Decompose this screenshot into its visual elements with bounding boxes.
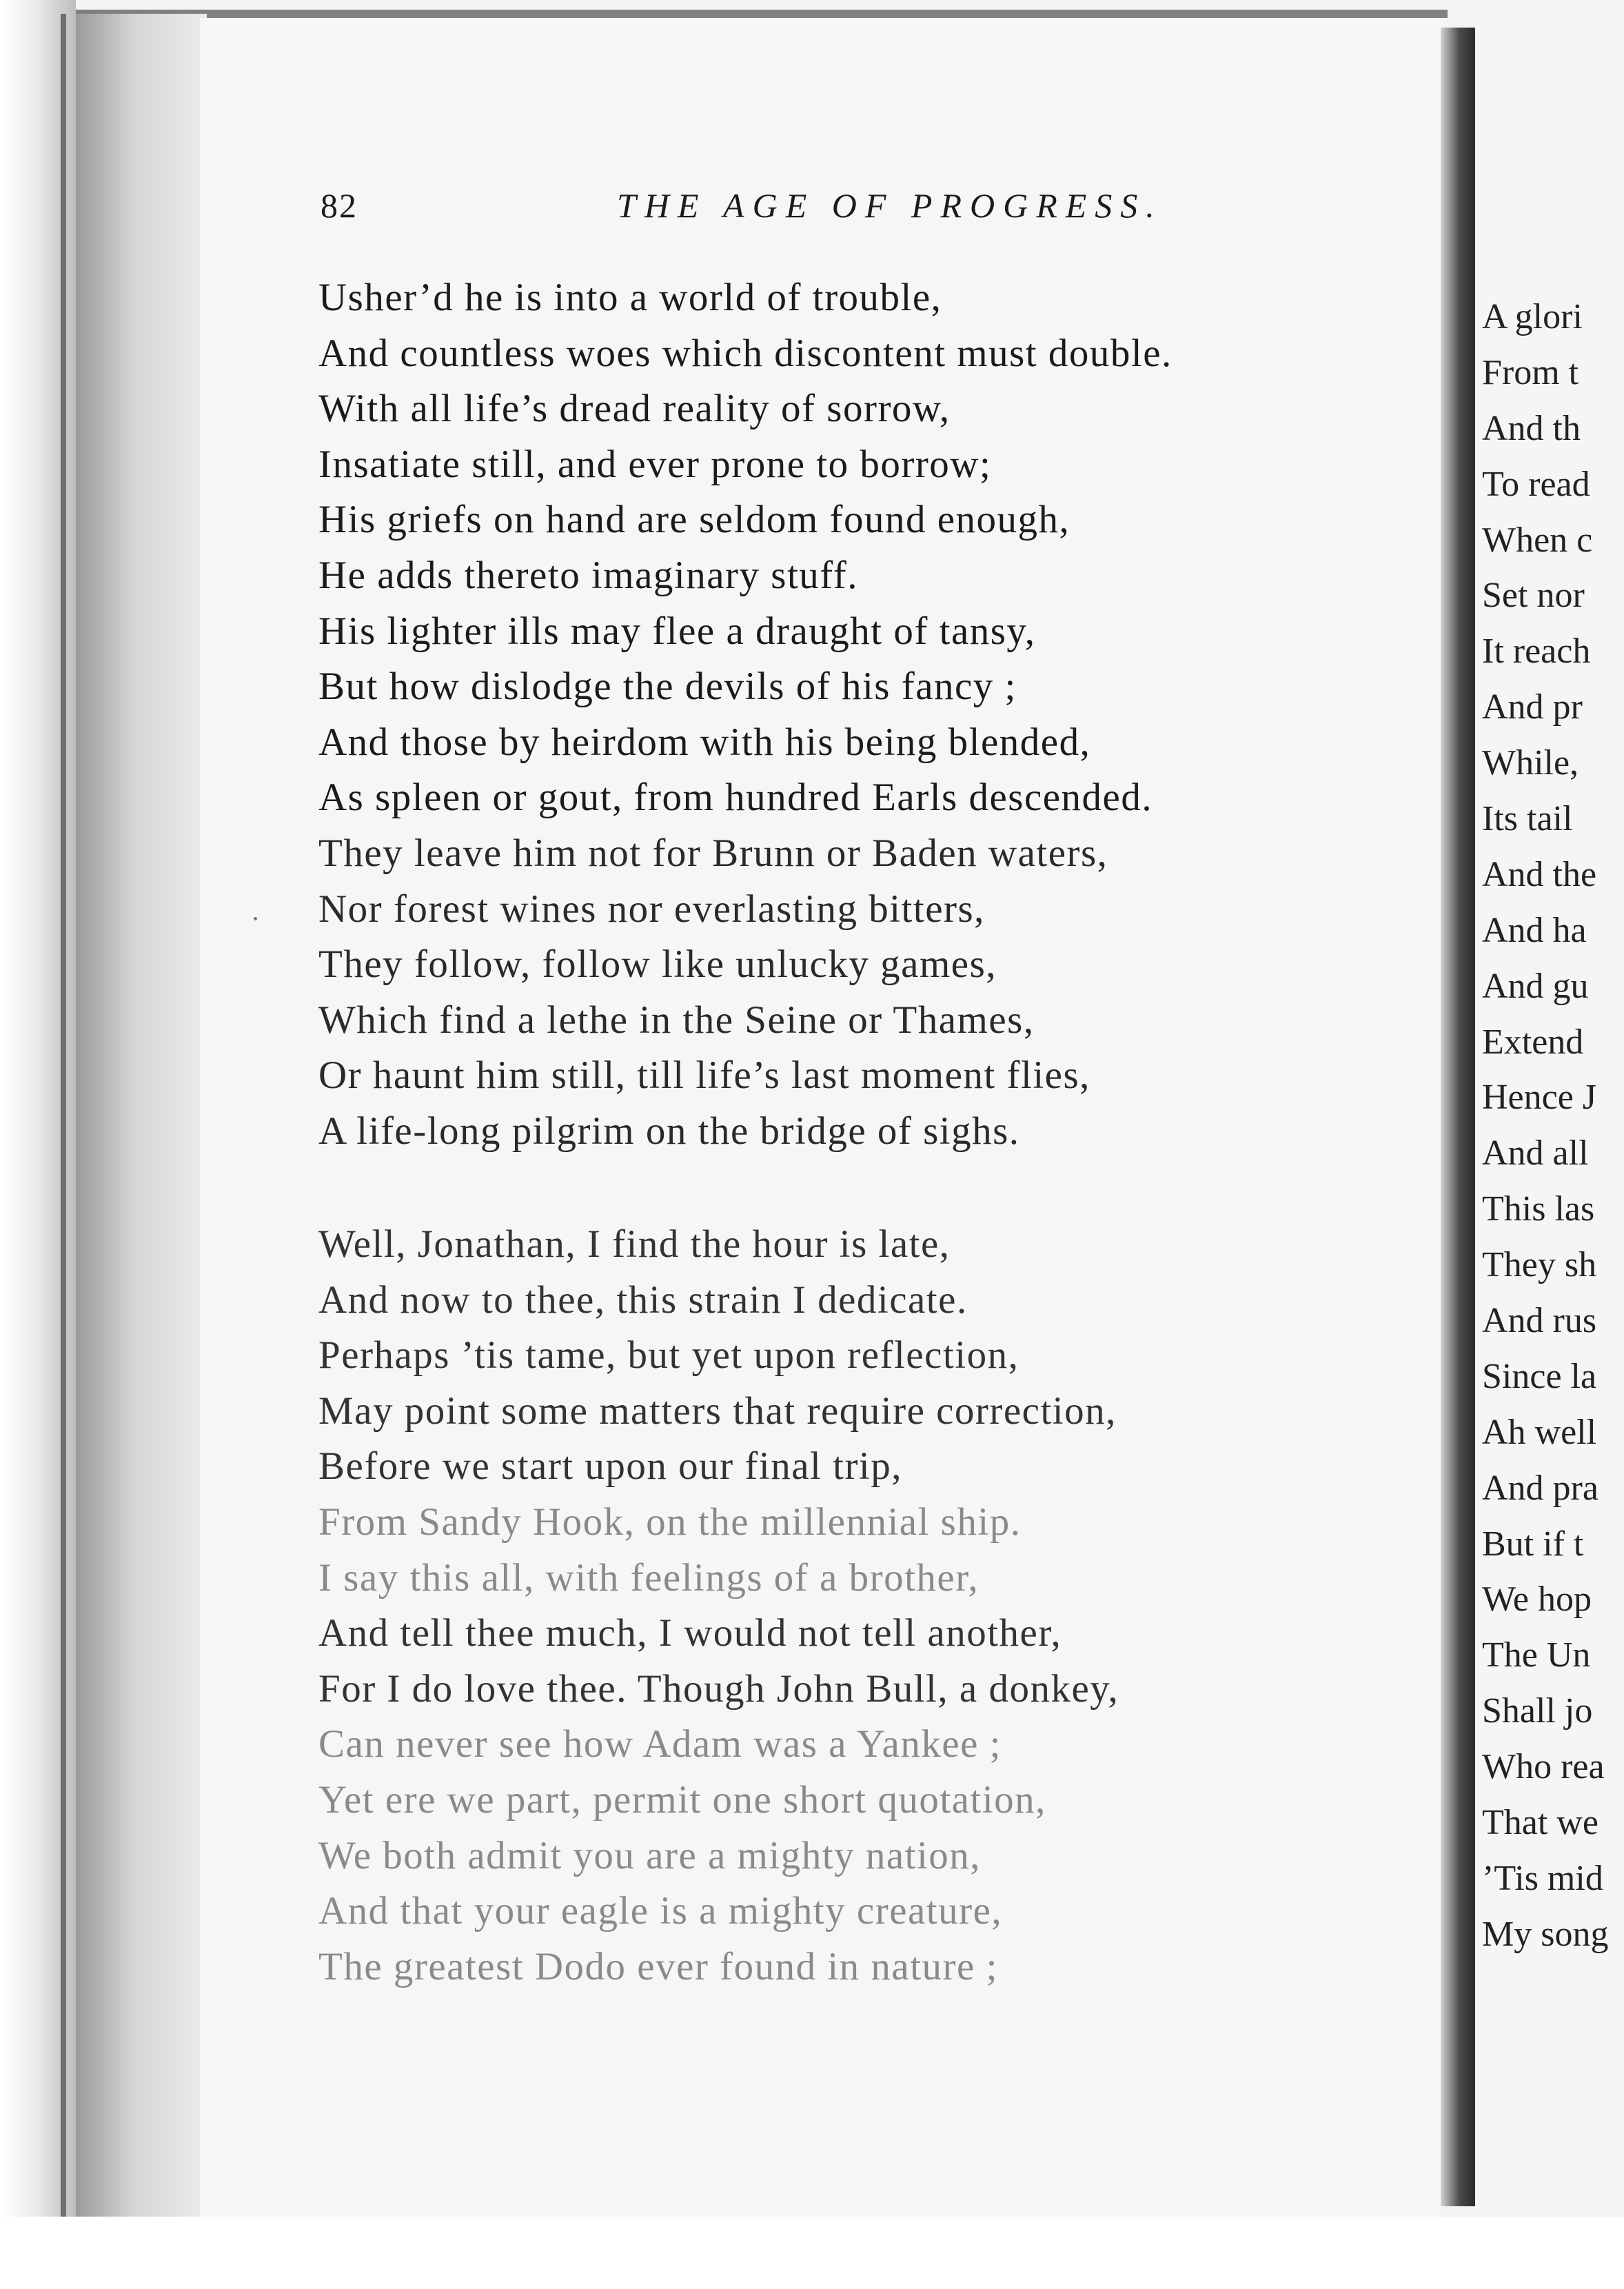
facing-page-line: And th [1482, 408, 1581, 448]
facing-page-line: To read [1482, 464, 1590, 504]
facing-page-line: And the [1482, 854, 1597, 894]
facing-page-line: A glori [1482, 297, 1583, 336]
verse-line: And those by heirdom with his being blended, [318, 720, 1091, 764]
verse-line: His griefs on hand are seldom found enough, [318, 498, 1070, 542]
facing-page-line: It reach [1482, 632, 1591, 672]
facing-page-line: And pr [1482, 687, 1583, 727]
verse-line: A life-long pilgrim on the bridge of sighs. [318, 1109, 1020, 1153]
verse-line: We both admit you are a mighty nation, [318, 1833, 982, 1877]
verse-line: And now to thee, this strain I dedicate. [318, 1278, 968, 1322]
facing-page-line: Hence J [1482, 1078, 1597, 1118]
facing-page-line: Its tail [1482, 799, 1573, 839]
verse-line: And countless woes which discontent must double. [318, 331, 1173, 375]
verse-line: His lighter ills may flee a draught of tansy, [318, 609, 1036, 653]
verse-line: He adds thereto imaginary stuff. [318, 553, 858, 597]
verse-line: I say this all, with feelings of a brother, [318, 1555, 980, 1600]
facing-page-line: Since la [1482, 1356, 1597, 1396]
facing-page-line: They sh [1482, 1245, 1597, 1285]
stanza-1 [318, 270, 1173, 1160]
facing-page-line: This las [1482, 1189, 1595, 1229]
facing-page-line: ’Tis mid [1482, 1858, 1603, 1898]
verse-line: Which find a lethe in the Seine or Thames, [318, 998, 1035, 1042]
book-gutter [1441, 28, 1475, 2206]
facing-page-line: While, [1482, 743, 1579, 783]
facing-page-line: And ha [1482, 910, 1587, 950]
facing-page-line: Ah well [1482, 1412, 1597, 1452]
facing-page-line: And pra [1482, 1468, 1598, 1508]
verse-line: The greatest Dodo ever found in nature ; [318, 1944, 998, 1988]
facing-page-line: And all [1482, 1133, 1589, 1173]
verse-line: Or haunt him still, till life’s last moment flies, [318, 1053, 1090, 1098]
verse-line: And that your eagle is a mighty creature, [318, 1889, 1003, 1933]
verse-line: Insatiate still, and ever prone to borrow; [318, 442, 992, 486]
running-head: THE AGE OF PROGRESS. [617, 186, 1163, 225]
verse-line: Well, Jonathan, I find the hour is late, [318, 1222, 951, 1266]
facing-page-line: And gu [1482, 966, 1589, 1006]
page-header [321, 178, 1354, 233]
verse-line: Nor forest wines nor everlasting bitters, [318, 887, 985, 931]
book-left-edge [0, 0, 76, 2289]
verse-line: Perhaps ’tis tame, but yet upon reflection, [318, 1333, 1019, 1378]
facing-page-line: From t [1482, 352, 1579, 392]
verse-line: As spleen or gout, from hundred Earls descended. [318, 776, 1153, 820]
facing-page-line: Set nor [1482, 576, 1585, 616]
verse-line: With all life’s dread reality of sorrow, [318, 387, 951, 431]
facing-page-line: Shall jo [1482, 1691, 1593, 1731]
facing-page-line: We hop [1482, 1580, 1592, 1620]
facing-page-line: Who rea [1482, 1747, 1605, 1787]
facing-page-line: The Un [1482, 1635, 1591, 1675]
verse-line: Yet ere we part, permit one short quotation, [318, 1777, 1046, 1822]
verse-line: For I do love thee. Though John Bull, a donkey, [318, 1666, 1119, 1711]
stanza-2 [318, 1217, 1119, 1995]
facing-page-line: Extend [1482, 1022, 1584, 1062]
verse-line: And tell thee much, I would not tell another, [318, 1611, 1062, 1655]
scan-bottom-margin [0, 2217, 1624, 2289]
verse-line: From Sandy Hook, on the millennial ship. [318, 1500, 1022, 1544]
ink-speck [254, 917, 257, 920]
verse-line: May point some matters that require correction, [318, 1389, 1117, 1433]
facing-page-line: But if t [1482, 1524, 1584, 1564]
verse-line: Before we start upon our final trip, [318, 1444, 903, 1489]
facing-page-line: And rus [1482, 1301, 1597, 1341]
verse-line: But how dislodge the devils of his fancy ; [318, 665, 1017, 709]
verse-line: Can never see how Adam was a Yankee ; [318, 1722, 1002, 1766]
facing-page-line: My song [1482, 1914, 1609, 1954]
facing-page-lines [1482, 290, 1624, 1963]
page-number: 82 [321, 186, 358, 225]
verse-line: Usher’d he is into a world of trouble, [318, 276, 942, 319]
page-shadow [76, 14, 207, 2224]
verse-line: They follow, follow like unlucky games, [318, 942, 997, 987]
facing-page-line: When c [1482, 520, 1593, 560]
facing-page-line: That we [1482, 1803, 1598, 1843]
verse-line: They leave him not for Brunn or Baden waters, [318, 831, 1108, 875]
book-top-edge [76, 10, 1448, 18]
